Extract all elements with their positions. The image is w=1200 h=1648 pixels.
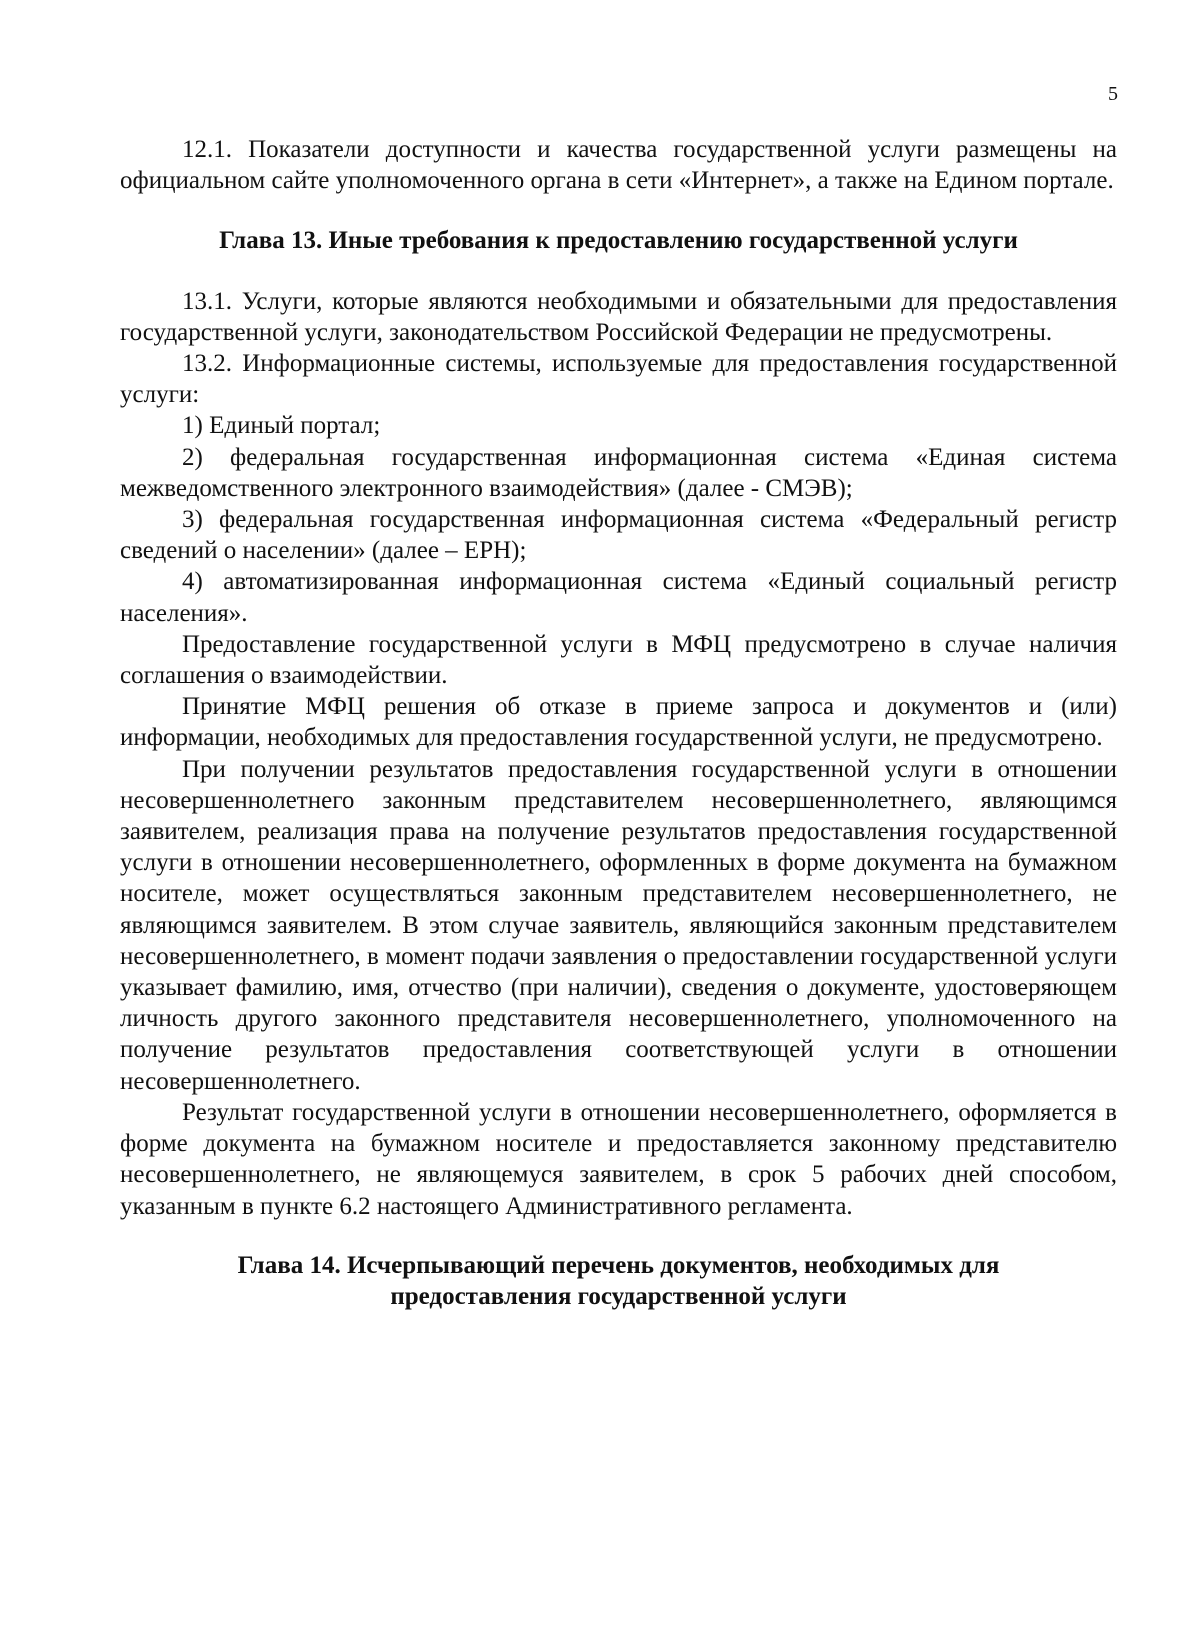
list-item: 4) автоматизированная информационная система «Единый социальный регистр населения».: [120, 568, 1117, 627]
page-number: 5: [1108, 83, 1118, 105]
chapter-13-title: Глава 13. Иные требования к предоставлению государственной услуги: [219, 227, 1018, 255]
list-item: 2) федеральная государственная информационная система «Единая система межведомственного электронного взаимодействия» (далее - СМЭВ);: [120, 443, 1117, 502]
chapter-14-title: Глава 14. Исчерпывающий перечень документов, необходимых для предоставления государственной услуги: [237, 1251, 1000, 1310]
paragraph-mfc-provision: Предоставление государственной услуги в МФЦ предусмотрено в случае наличия соглашения о взаимодействии.: [120, 630, 1117, 690]
list-item: 3) федеральная государственная информационная система «Федеральный регистр сведений о населении» (далее – ЕРН);: [120, 506, 1117, 565]
paragraph-minor-results: При получении результатов предоставления государственной услуги в отношении несовершеннолетнего законным представителем несовершеннолетнего, являющимся заявителем, реализация права на получение результатов предоставления государственной услуги в отношении несовершеннолетнего, оформленных в форме документа на бумажном носителе, может осуществляться законным представителем несовершеннолетнего, не являющимся заявителем. В этом случае заявитель, являющийся законным представителем несовершеннолетнего, в момент подачи заявления о предоставлении государственной услуги указывает фамилию, имя, отчество (при наличии), сведения о документе, удостоверяющем личность другого законного представителя несовершеннолетнего, уполномоченного на получение результатов предоставления соответствующей услуги в отношении несовершеннолетнего.: [120, 755, 1117, 1095]
paragraph-13-2: 13.2. Информационные системы, используемые для предоставления государственной услуги:: [120, 350, 1117, 409]
paragraph-13-1: 13.1. Услуги, которые являются необходимыми и обязательными для предоставления государственной услуги, законодательством Российской Федерации не предусмотрены.: [120, 287, 1117, 346]
paragraph-mfc-refusal: Принятие МФЦ решения об отказе в приеме запроса и документов и (или) информации, необходимых для предоставления государственной услуги, не предусмотрено.: [120, 693, 1117, 752]
list-item: 1) Единый портал;: [182, 412, 381, 440]
document-body: [120, 134, 1117, 1312]
paragraph-12-1: 12.1. Показатели доступности и качества государственной услуги размещены на официальном сайте уполномоченного органа в сети «Интернет», а также на Едином портале.: [120, 136, 1117, 195]
paragraph-minor-result-delivery: Результат государственной услуги в отношении несовершеннолетнего, оформляется в форме документа на бумажном носителе и предоставляется законному представителю несовершеннолетнего, не являющемуся заявителем, в срок 5 рабочих дней способом, указанным в пункте 6.2 настоящего Административного регламента.: [120, 1098, 1117, 1220]
